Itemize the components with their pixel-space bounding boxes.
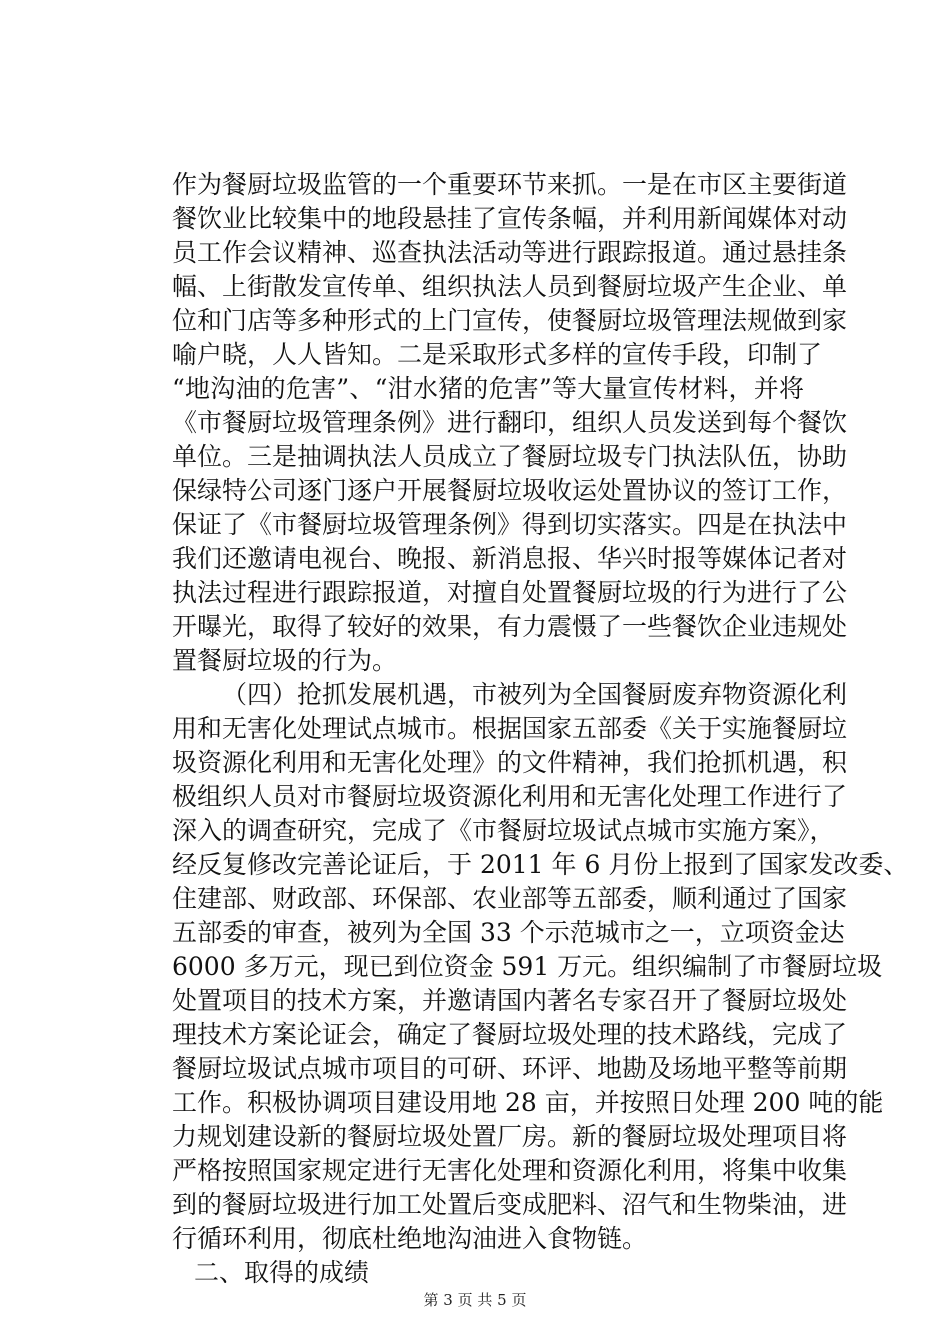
text-line: 深入的调查研究，完成了《市餐厨垃圾试点城市实施方案》， xyxy=(172,816,835,845)
text-line: 力规划建设新的餐厨垃圾处置厂房。新的餐厨垃圾处理项目将 xyxy=(172,1122,848,1151)
text-line: 执法过程进行跟踪报道，对擅自处置餐厨垃圾的行为进行了公 xyxy=(172,578,848,607)
text-line: 圾资源化利用和无害化处理》的文件精神，我们抢抓机遇，积 xyxy=(172,748,848,777)
text-line: “地沟油的危害”、“泔水猪的危害”等大量宣传材料，并将 xyxy=(172,374,804,403)
text-line: 住建部、财政部、环保部、农业部等五部委，顺利通过了国家 xyxy=(172,884,848,913)
text-line: 我们还邀请电视台、晚报、新消息报、华兴时报等媒体记者对 xyxy=(172,544,848,573)
text-line: 开曝光，取得了较好的效果，有力震慑了一些餐饮企业违规处 xyxy=(172,612,848,641)
text-line: 极组织人员对市餐厨垃圾资源化利用和无害化处理工作进行了 xyxy=(172,782,848,811)
text-line: 6000 多万元，现已到位资金 591 万元。组织编制了市餐厨垃圾 xyxy=(172,952,883,981)
text-line: 作为餐厨垃圾监管的一个重要环节来抓。一是在市区主要街道 xyxy=(172,170,848,199)
section-heading: 二、取得的成绩 xyxy=(194,1258,370,1287)
text-line: 员工作会议精神、巡查执法活动等进行跟踪报道。通过悬挂条 xyxy=(172,238,848,267)
text-line: 理技术方案论证会，确定了餐厨垃圾处理的技术路线，完成了 xyxy=(172,1020,848,1049)
text-line: 处置项目的技术方案，并邀请国内著名专家召开了餐厨垃圾处 xyxy=(172,986,848,1015)
text-line: 喻户晓，人人皆知。二是采取形式多样的宣传手段，印制了 xyxy=(172,340,823,369)
text-line: 单位。三是抽调执法人员成立了餐厨垃圾专门执法队伍，协助 xyxy=(172,442,848,471)
text-line: 五部委的审查，被列为全国 33 个示范城市之一，立项资金达 xyxy=(172,918,845,947)
section-paragraph-start: （四）抢抓发展机遇，市被列为全国餐厨废弃物资源化利 xyxy=(222,680,848,709)
text-line: 工作。积极协调项目建设用地 28 亩，并按照日处理 200 吨的能 xyxy=(172,1088,884,1117)
page-number-footer: 第 3 页 共 5 页 xyxy=(423,1291,527,1309)
text-line: 餐饮业比较集中的地段悬挂了宣传条幅，并利用新闻媒体对动 xyxy=(172,204,848,233)
text-line: 置餐厨垃圾的行为。 xyxy=(172,646,398,675)
text-line: 用和无害化处理试点城市。根据国家五部委《关于实施餐厨垃 xyxy=(172,714,848,743)
text-line: 餐厨垃圾试点城市项目的可研、环评、地勘及场地平整等前期 xyxy=(172,1054,848,1083)
text-line: 行循环利用，彻底杜绝地沟油进入食物链。 xyxy=(172,1224,648,1253)
text-line: 严格按照国家规定进行无害化处理和资源化利用，将集中收集 xyxy=(172,1156,848,1185)
text-line: 到的餐厨垃圾进行加工处置后变成肥料、沼气和生物柴油，进 xyxy=(172,1190,848,1219)
text-line: 位和门店等多种形式的上门宣传，使餐厨垃圾管理法规做到家 xyxy=(172,306,848,335)
text-line: 经反复修改完善论证后，于 2011 年 6 月份上报到了国家发改委、 xyxy=(172,850,909,879)
document-body xyxy=(172,168,909,1290)
text-line: 幅、上街散发宣传单、组织执法人员到餐厨垃圾产生企业、单 xyxy=(172,272,848,301)
text-line: 保证了《市餐厨垃圾管理条例》得到切实落实。四是在执法中 xyxy=(172,510,848,539)
text-line: 保绿特公司逐门逐户开展餐厨垃圾收运处置协议的签订工作， xyxy=(172,476,848,505)
text-line: 《市餐厨垃圾管理条例》进行翻印，组织人员发送到每个餐饮 xyxy=(172,408,848,437)
